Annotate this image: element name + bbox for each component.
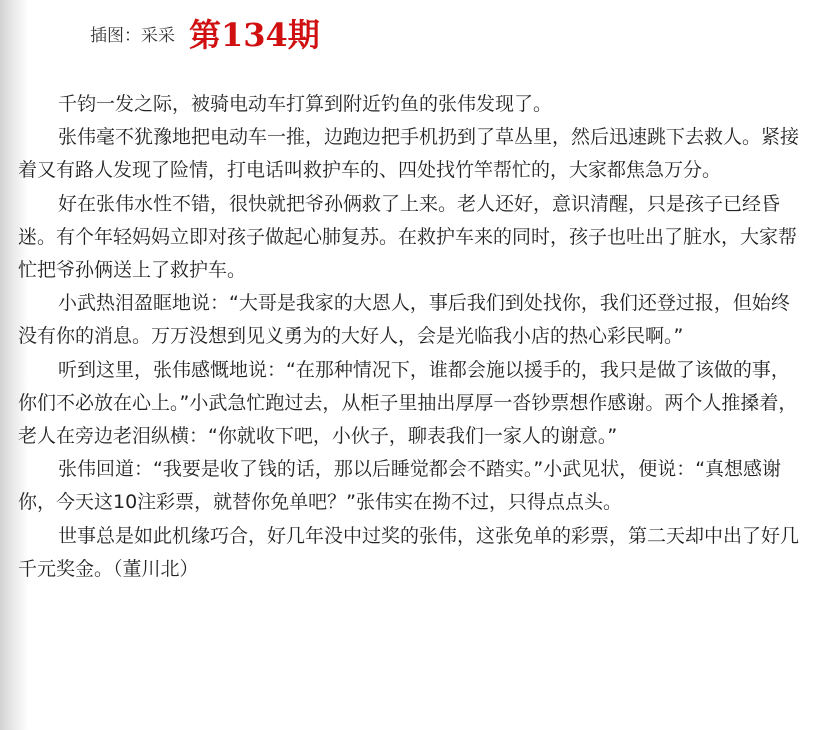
illustration-credit: 插图：采采 [90, 25, 175, 46]
paragraph-1: 千钧一发之际，被骑电动车打算到附近钓鱼的张伟发现了。 [58, 93, 553, 115]
paragraph-7: 世事总是如此机缘巧合，好几年没中过奖的张伟，这张免单的彩票，第二天却中出了好几千元奖金。（董川北） [18, 524, 800, 580]
paragraph-6: 张伟回道：“我要是收了钱的话，那以后睡觉都会不踏实。”小武见状，便说：“真想感谢你，今天这10注彩票，就替你免单吧？”张伟实在拗不过，只得点点头。 [18, 458, 782, 514]
issue-number: 第134期 [189, 16, 320, 54]
paragraph-5: 听到这里，张伟感慨地说：“在那种情况下，谁都会施以援手的，我只是做了该做的事，你们不必放在心上。”小武急忙跑过去，从柜子里抽出厚厚一沓钞票想作感谢。两个人推搡着，老人在旁边老泪纵横：“你就收下吧，小伙子，聊表我们一家人的谢意。” [18, 358, 798, 448]
paragraph-2: 张伟毫不犹豫地把电动车一推，边跑边把手机扔到了草丛里，然后迅速跳下去救人。紧接着又有路人发现了险情，打电话叫救护车的、四处找竹竿帮忙的，大家都焦急万分。 [18, 126, 800, 182]
article-header [90, 8, 320, 58]
article-body [18, 88, 800, 586]
paragraph-4: 小武热泪盈眶地说：“大哥是我家的大恩人，事后我们到处找你，我们还登过报，但始终没有你的消息。万万没想到见义勇为的大好人，会是光临我小店的热心彩民啊。” [18, 292, 790, 348]
paragraph-3: 好在张伟水性不错，很快就把爷孙俩救了上来。老人还好，意识清醒，只是孩子已经昏迷。有个年轻妈妈立即对孩子做起心肺复苏。在救护车来的同时，孩子也吐出了脏水，大家帮忙把爷孙俩送上了救护车。 [18, 192, 798, 282]
